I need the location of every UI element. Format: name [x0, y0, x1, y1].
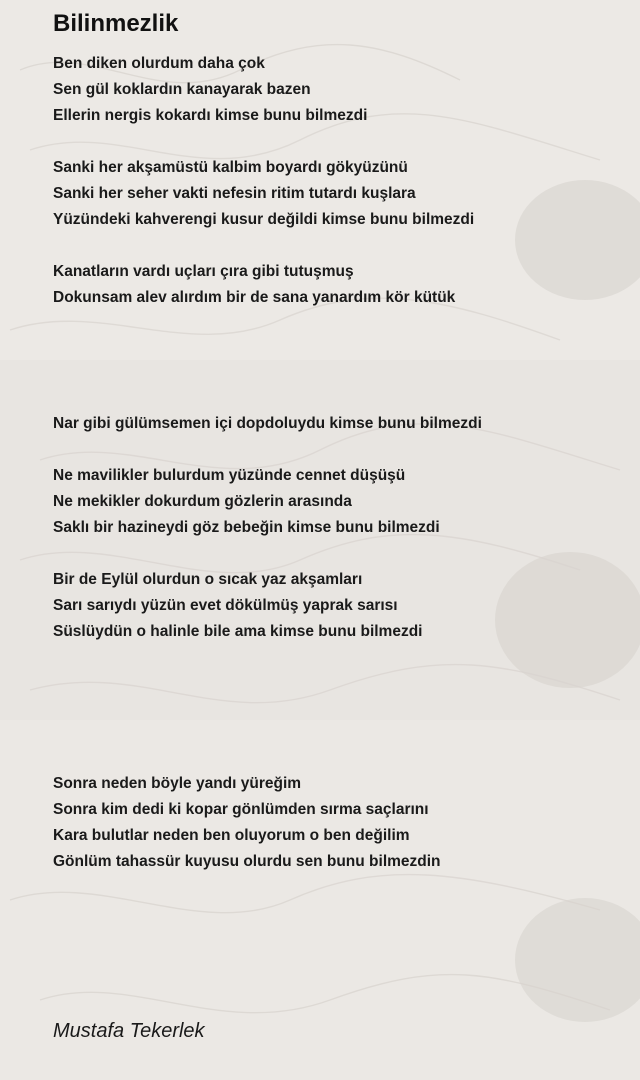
poem-line: Süslüydün o halinle bile ama kimse bunu bilmezdi — [53, 623, 423, 640]
poem-line: Dokunsam alev alırdım bir de sana yanardım kör kütük — [53, 289, 456, 306]
poem-line: Ne mekikler dokurdum gözlerin arasında — [53, 493, 352, 510]
poem-author: Mustafa Tekerlek — [53, 1020, 205, 1042]
poem-line: Bir de Eylül olurdun o sıcak yaz akşamları — [53, 571, 363, 588]
poem-line: Saklı bir hazineydi göz bebeğin kimse bunu bilmezdi — [53, 519, 440, 536]
poem-line: Kanatların vardı uçları çıra gibi tutuşmuş — [53, 263, 354, 280]
poem-line: Sarı sarıydı yüzün evet dökülmüş yaprak sarısı — [53, 597, 398, 614]
poem-line: Gönlüm tahassür kuyusu olurdu sen bunu bilmezdin — [53, 853, 441, 870]
poem-line: Sonra kim dedi ki kopar gönlümden sırma saçlarını — [53, 801, 429, 818]
poem-line: Kara bulutlar neden ben oluyorum o ben değilim — [53, 827, 410, 844]
poem-line: Sen gül koklardın kanayarak bazen — [53, 81, 311, 98]
poem-line: Ellerin nergis kokardı kimse bunu bilmezdi — [53, 107, 368, 124]
poem-line: Ben diken olurdum daha çok — [53, 55, 265, 72]
poem-title: Bilinmezlik — [53, 10, 179, 37]
poem-line: Nar gibi gülümsemen içi dopdoluydu kimse bunu bilmezdi — [53, 415, 482, 432]
poem-line: Yüzündeki kahverengi kusur değildi kimse bunu bilmezdi — [53, 211, 475, 228]
poem-line: Sanki her seher vakti nefesin ritim tutardı kuşlara — [53, 185, 416, 202]
poem-line: Sanki her akşamüstü kalbim boyardı gökyüzünü — [53, 159, 408, 176]
poem-line: Ne mavilikler bulurdum yüzünde cennet düşüşü — [53, 467, 406, 484]
poem-line: Sonra neden böyle yandı yüreğim — [53, 775, 302, 792]
